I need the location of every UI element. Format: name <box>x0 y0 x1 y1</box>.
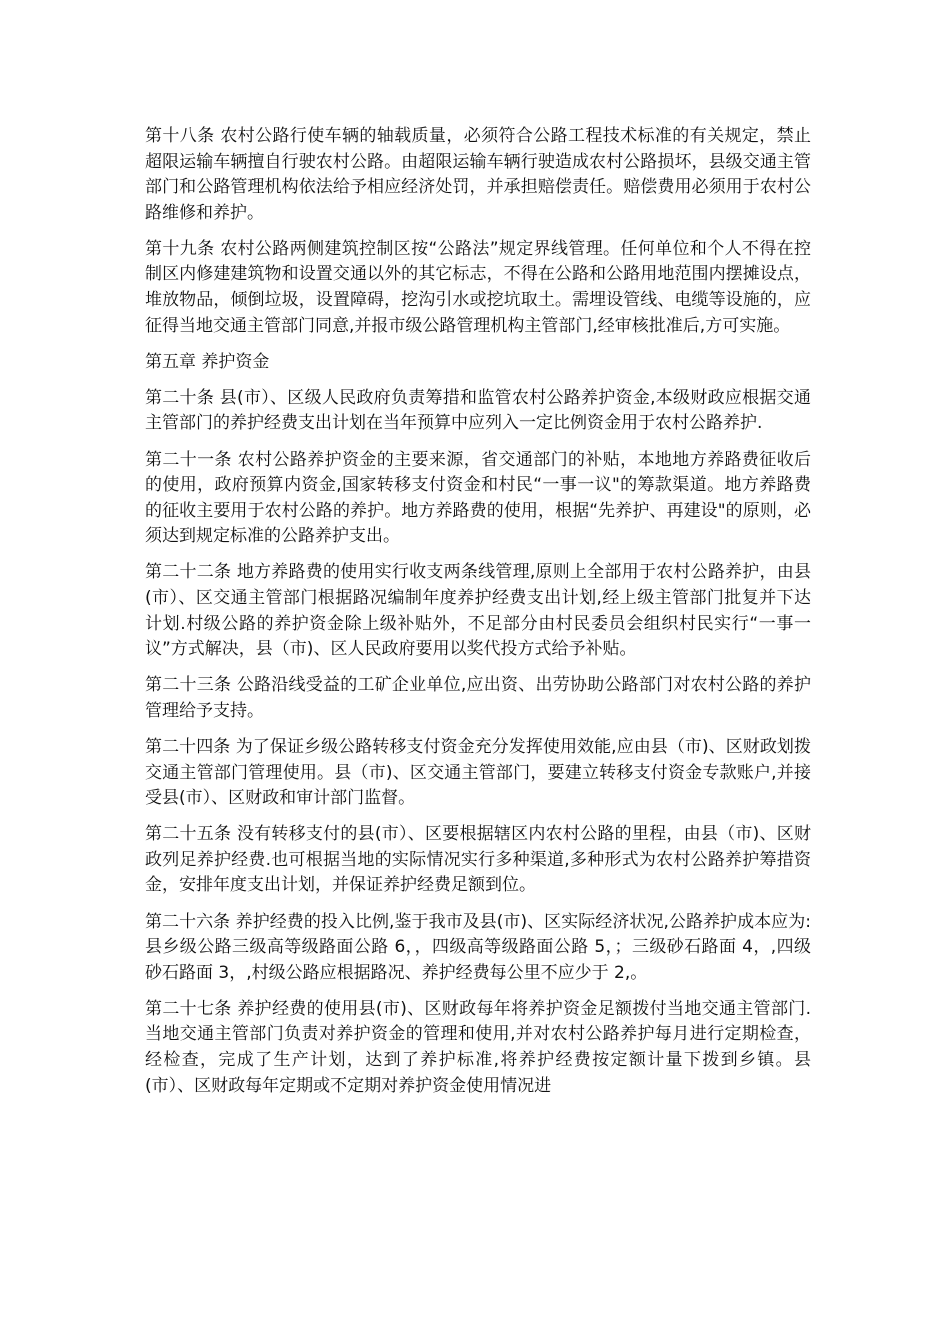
article-19-paragraph: 第十九条 农村公路两侧建筑控制区按“公路法”规定界线管理。任何单位和个人不得在控制区内修建建筑物和设置交通以外的其它标志，不得在公路和公路用地范围内摆摊设点，堆放物品，倾倒垃圾，设置障碍，挖沟引水或挖坑取土。需埋设管线、电缆等设施的，应征得当地交通主管部门同意,并报市级公路管理机构主管部门,经审核批准后,方可实施。 <box>145 238 811 336</box>
article-23-paragraph: 第二十三条 公路沿线受益的工矿企业单位,应出资、出劳协助公路部门对农村公路的养护管理给予支持。 <box>145 675 811 721</box>
document-page <box>145 124 811 1110</box>
chapter-5-heading: 第五章 养护资金 <box>145 351 270 372</box>
article-24-paragraph: 第二十四条 为了保证乡级公路转移支付资金充分发挥使用效能,应由县（市)、区财政划拨交通主管部门管理使用。县（市)、区交通主管部门，要建立转移支付资金专款账户,并接受县(市）、区财政和审计部门监督。 <box>145 736 811 809</box>
article-22-paragraph: 第二十二条 地方养路费的使用实行收支两条线管理,原则上全部用于农村公路养护，由县(市）、区交通主管部门根据路况编制年度养护经费支出计划,经上级主管部门批复并下达计划.村级公路的养护资金除上级补贴外，不足部分由村民委员会组织村民实行“一事一议”方式解决，县（市)、区人民政府要用以奖代投方式给予补贴。 <box>145 562 811 660</box>
article-21-paragraph: 第二十一条 农村公路养护资金的主要来源，省交通部门的补贴，本地地方养路费征收后的使用，政府预算内资金,国家转移支付资金和村民“一事一议"的筹款渠道。地方养路费的征收主要用于农村公路的养护。地方养路费的使用，根据“先养护、再建设"的原则，必须达到规定标准的公路养护支出。 <box>145 449 811 547</box>
article-26-paragraph: 第二十六条 养护经费的投入比例,鉴于我市及县(市)、区实际经济状况,公路养护成本应为:县乡级公路三级高等级路面公路 6，，四级高等级路面公路 5，；三级砂石路面 4，,四级砂石路面 3，,村级公路应根据路况、养护经费每公里不应少于 2,。 <box>145 911 811 983</box>
article-20-paragraph: 第二十条 县(市）、区级人民政府负责筹措和监管农村公路养护资金,本级财政应根据交通主管部门的养护经费支出计划在当年预算中应列入一定比例资金用于农村公路养护. <box>145 387 811 434</box>
article-27-paragraph: 第二十七条 养护经费的使用县(市)、区财政每年将养护资金足额拨付当地交通主管部门.当地交通主管部门负责对养护资金的管理和使用,并对农村公路养护每月进行定期检查，经检查，完成了生产计划，达到了养护标准,将养护经费按定额计量下拨到乡镇。县(市）、区财政每年定期或不定期对养护资金使用情况进 <box>145 998 811 1096</box>
article-25-paragraph: 第二十五条 没有转移支付的县(市）、区要根据辖区内农村公路的里程，由县（市)、区财政列足养护经费.也可根据当地的实际情况实行多种渠道,多种形式为农村公路养护筹措资金，安排年度支出计划，并保证养护经费足额到位。 <box>145 824 811 896</box>
article-18-paragraph: 第十八条 农村公路行使车辆的轴载质量，必须符合公路工程技术标准的有关规定，禁止超限运输车辆擅自行驶农村公路。由超限运输车辆行驶造成农村公路损坏，县级交通主管部门和公路管理机构依法给予相应经济处罚，并承担赔偿责任。赔偿费用必须用于农村公路维修和养护。 <box>145 126 811 223</box>
